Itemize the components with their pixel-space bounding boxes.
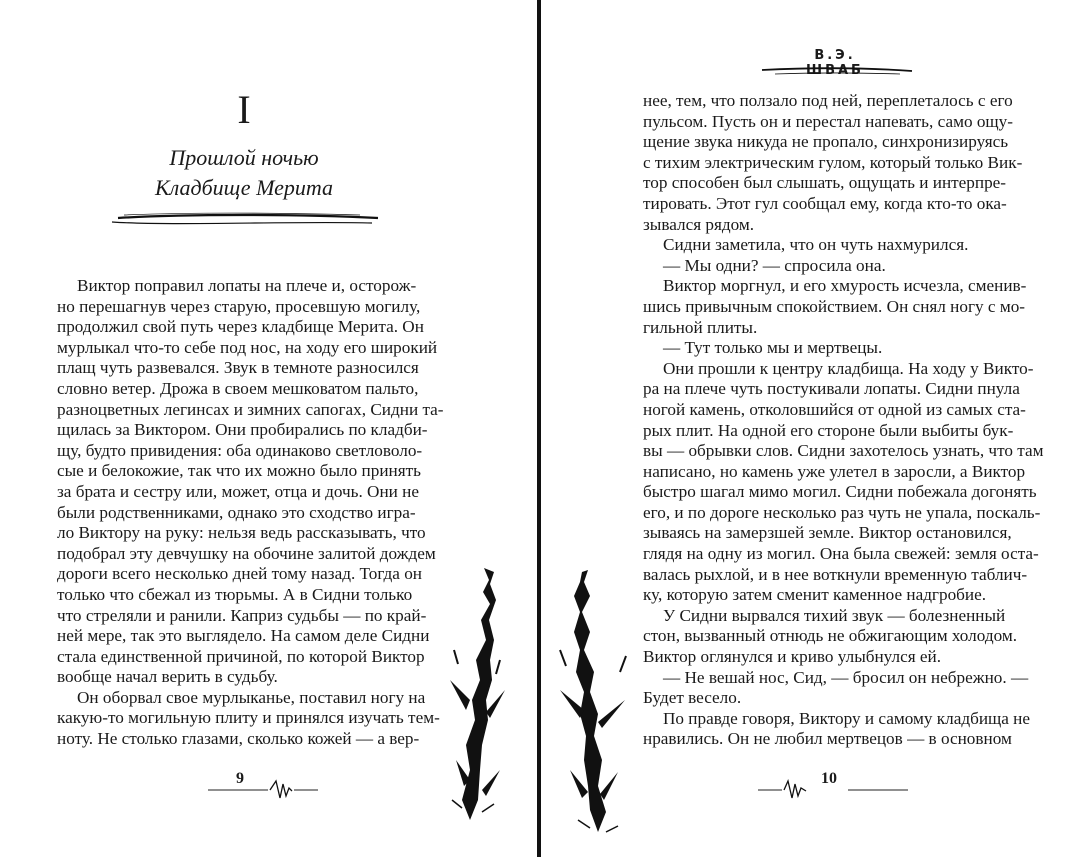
left-text-line: сые и белокожие, так что их можно было принять [57, 461, 421, 481]
right-text-line: зывался рядом. [643, 214, 755, 234]
chapter-number: I [237, 87, 251, 132]
right-text-line: глядя на одну из могил. Она была свежей: земля оста- [643, 544, 1039, 564]
chapter-title-line-2: Кладбище Мерита [154, 175, 334, 200]
right-text-line: щение звука никуда не пропало, синхронизируясь [643, 132, 1009, 152]
right-text-line: валась рыхлой, и в нее воткнули временную таблич- [643, 564, 1028, 584]
chapter-title-line-1: Прошлой ночью [169, 145, 319, 170]
right-text-line: ногой камень, отколовшийся от одной из самых ста- [643, 399, 1026, 419]
right-text-line: тировать. Этот гул сообщал ему, когда кто-то ока- [643, 193, 1007, 213]
right-text-line: его, и по дороге несколько раз чуть не упала, поскаль- [643, 502, 1041, 522]
right-text-line: гильной плиты. [643, 317, 758, 337]
right-text-line: шись привычным спокойствием. Он снял ногу с мо- [643, 296, 1026, 316]
right-text-line: пульсом. Пусть он и перестал напевать, само ощу- [643, 111, 1013, 131]
left-text-line: вообще начал верить в судьбу. [57, 667, 278, 687]
page-number-left: 9 [236, 770, 244, 787]
right-text-line: Виктор оглянулся и криво улыбнулся ей. [643, 647, 942, 667]
right-text-line: — Мы одни? — спросила она. [663, 255, 886, 275]
left-text-line: словно ветер. Дрожа в своем мешковатом пальто, [57, 378, 419, 398]
left-text-line: ло Виктору на руку: нельзя ведь рассказывать, что [57, 523, 426, 543]
right-text-line: — Не вешай нос, Сид, — бросил он небрежно. — [663, 667, 1029, 687]
right-text-line: с тихим электрическим гулом, который только Вик- [643, 152, 1023, 172]
right-text-line: У Сидни вырвался тихий звук — болезненный [663, 605, 1006, 625]
right-text-line: зываясь на замерзшей земле. Виктор остановился, [643, 523, 1012, 543]
left-text-line: ней мере, так это выглядело. На самом деле Сидни [57, 626, 430, 646]
left-text-line: только что сбежал из тюрьмы. А в Сидни только [57, 584, 413, 604]
left-text-line: щилась за Виктором. Они пробирались по кладби- [57, 420, 428, 440]
right-text-line: стон, вызванный отнюдь не обжигающим холодом. [643, 626, 1018, 646]
right-text-line: Сидни заметила, что он чуть нахмурился. [663, 235, 969, 255]
page-number-right: 10 [821, 770, 837, 787]
left-text-line: были родственниками, однако это сходство игра- [57, 502, 416, 522]
right-text-line: Виктор моргнул, и его хмурость исчезла, сменив- [663, 276, 1027, 296]
left-text-line: Виктор поправил лопаты на плече и, осторож- [77, 276, 417, 295]
left-text-line: Он оборвал свое мурлыканье, поставил ногу на [77, 687, 426, 707]
right-text-line: вы — обрывки слов. Сидни захотелось узнать, что там [643, 441, 1044, 461]
right-text-line: рых плит. На одной его стороне были выбиты бук- [643, 420, 1014, 440]
left-text-line: разноцветных легинсах и зимних сапогах, Сидни та- [57, 399, 444, 419]
left-text-line: за брата и сестру или, может, отца и дочь. Они не [57, 481, 419, 501]
right-text-line: ку, которую затем сменит каменное надгробие. [643, 585, 987, 605]
left-text-line: продолжил свой путь через кладбище Мерита. Он [57, 317, 424, 337]
right-text-line: написано, но камень уже улетел в заросли, а Виктор [643, 461, 1026, 481]
left-text-line: подобрал эту девчушку на обочине залитой дождем [57, 543, 436, 563]
left-text-line: ноту. Не столько глазами, сколько кожей — а вер- [57, 729, 420, 749]
left-text-line: щу, будто привидения: оба одинаково светловоло- [57, 440, 423, 460]
left-text-line: мурлыкал что-то себе под нос, на ходу его широкий [57, 337, 438, 357]
right-text-line: — Тут только мы и мертвецы. [663, 338, 883, 358]
right-text-line: Они прошли к центру кладбища. На ходу у Викто- [663, 358, 1034, 378]
right-text-line: По правде говоря, Виктору и самому кладбища не [663, 708, 1031, 728]
left-text-line: плащ чуть развевался. Звук в темноте разносился [57, 358, 419, 378]
right-text-line: нее, тем, что ползало под ней, переплеталось с его [643, 91, 1013, 110]
right-text-line: Будет весело. [643, 688, 742, 708]
right-text-line: ра на плече чуть постукивали лопаты. Сидни пнула [643, 379, 1020, 399]
right-text-line: нравились. Он не любил мертвецов — в основном [643, 729, 1012, 749]
left-text-line: какую-то могильную плиту и принялся изучать тем- [57, 708, 440, 728]
left-text-line: стала единственной причиной, по которой Виктор [57, 646, 425, 666]
right-text-line: тор способен был слышать, ощущать и интерпре- [643, 173, 1007, 193]
right-text-line: быстро шагал мимо могил. Сидни побежала догонять [643, 482, 1037, 502]
left-text-line: дороги всего несколько дней тому назад. Тогда он [57, 564, 422, 584]
running-header: В.Э. ШВАБ [806, 48, 864, 78]
left-text-line: но перешагнув через старую, просевшую могилу, [57, 296, 421, 316]
left-text-line: что стреляли и ранили. Каприз судьбы — по край- [57, 605, 427, 625]
